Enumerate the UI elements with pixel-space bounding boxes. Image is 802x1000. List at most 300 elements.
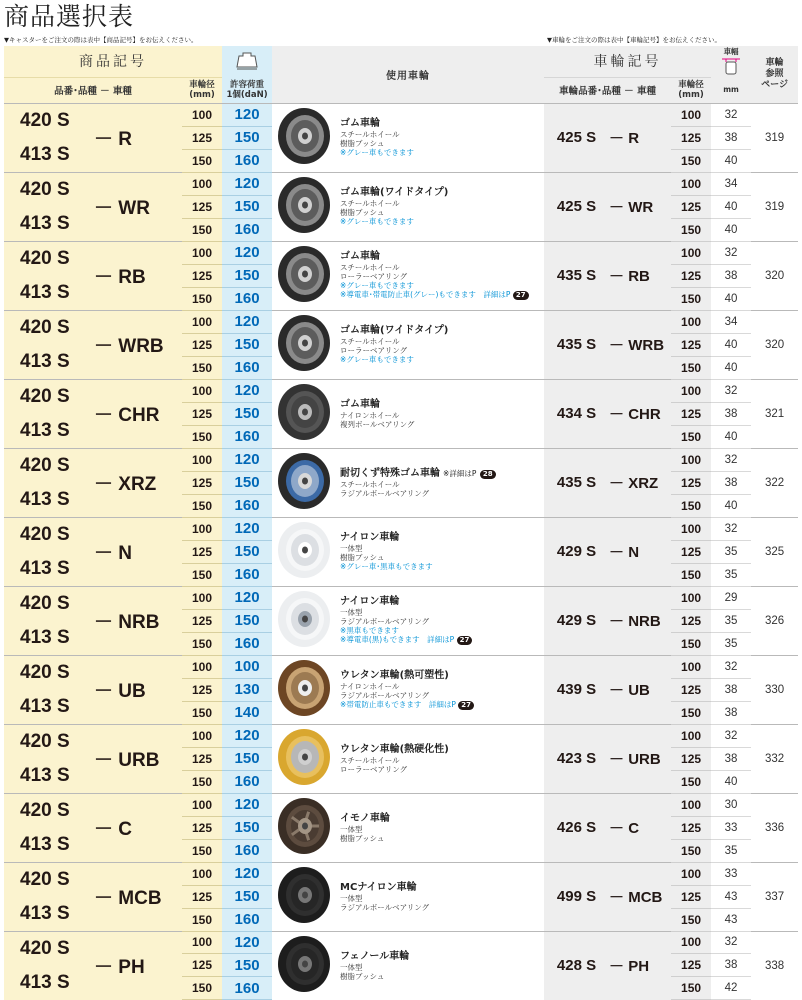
series-secondary: 413 S — [20, 626, 70, 648]
wheel-width: 40 — [711, 287, 751, 310]
wheel-spec: ナイロンホイール — [340, 410, 400, 420]
product-type: － R — [94, 103, 182, 172]
wheel-code-diameter: 150 — [671, 287, 711, 310]
wheel-width: 32 — [711, 517, 751, 540]
header-wheel-used: 使用車輪 — [272, 46, 544, 103]
allowable-load: 120 — [222, 586, 272, 609]
wheel-spec: ラジアルボールベアリング — [340, 488, 430, 498]
wheel-type: － N — [609, 517, 671, 586]
product-type: － NRB — [94, 586, 182, 655]
series-primary: 420 S — [20, 730, 70, 752]
wheel-description — [336, 655, 544, 724]
wheel-name: ナイロン車輪 — [340, 532, 400, 543]
table-row — [4, 586, 798, 609]
wheel-image — [272, 586, 336, 655]
series-secondary: 413 S — [20, 143, 70, 165]
product-type: － WRB — [94, 310, 182, 379]
wheel-diameter: 100 — [182, 103, 222, 126]
wheel-option-note: ※グレー車もできます — [340, 281, 414, 290]
wheel-spec: 樹脂ブッシュ — [340, 833, 385, 843]
wheel-diameter: 100 — [182, 931, 222, 954]
wheel-width: 35 — [711, 609, 751, 632]
wheel-width: 38 — [711, 701, 751, 724]
wheel-diameter: 100 — [182, 310, 222, 333]
wheel-width: 38 — [711, 402, 751, 425]
header-width — [711, 46, 751, 77]
wheel-width: 42 — [711, 977, 751, 1000]
wheel-spec: 樹脂ブッシュ — [340, 139, 385, 148]
series-secondary: 413 S — [20, 281, 70, 303]
product-type: － N — [94, 517, 182, 586]
wheel-code-diameter: 100 — [671, 379, 711, 402]
wheel-type: － URB — [609, 724, 671, 793]
reference-page: 319 — [751, 172, 798, 241]
wheel-name: ゴム車輪 — [340, 251, 381, 262]
product-selection-table — [4, 46, 798, 1000]
wheel-code-diameter: 125 — [671, 126, 711, 149]
wheel-spec: スチールホイール — [340, 337, 400, 346]
wheel-spec: 一体型 — [340, 962, 363, 972]
wheel-spec: スチールホイール — [340, 755, 400, 765]
product-series — [4, 379, 94, 448]
wheel-width: 32 — [711, 379, 751, 402]
wheel-diameter: 150 — [182, 563, 222, 586]
product-series — [4, 793, 94, 862]
wheel-diameter: 150 — [182, 839, 222, 862]
wheel-series: 429 S — [544, 517, 609, 586]
reference-page: 321 — [751, 379, 798, 448]
wheel-name: フェノール車輪 — [340, 950, 410, 962]
wheel-diameter: 150 — [182, 908, 222, 931]
wheel-spec: ローラーベアリング — [340, 272, 408, 281]
wheel-width: 38 — [711, 678, 751, 701]
page-label-2: 参照 — [765, 68, 784, 79]
wheel-image — [272, 103, 336, 172]
wheel-diameter: 150 — [182, 977, 222, 1000]
series-primary: 420 S — [20, 799, 70, 821]
wheel-spec: 樹脂ブッシュ — [340, 553, 385, 562]
wheel-code-diameter: 125 — [671, 264, 711, 287]
wheel-description — [336, 931, 544, 1000]
allowable-load: 150 — [222, 402, 272, 425]
wheel-width: 35 — [711, 563, 751, 586]
wheel-code-diameter: 125 — [671, 609, 711, 632]
wheel-diameter: 125 — [182, 333, 222, 356]
reference-page: 330 — [751, 655, 798, 724]
wheel-diameter: 150 — [182, 770, 222, 793]
wheel-spec: ラジアルボールベアリング — [340, 690, 430, 700]
wheel-width: 40 — [711, 425, 751, 448]
wheel-name-suffix: (ワイドタイプ) — [380, 325, 449, 336]
allowable-load: 160 — [222, 218, 272, 241]
wheel-series: 435 S — [544, 241, 609, 310]
wheel-spec: 一体型 — [340, 824, 363, 834]
wheel-code-diameter: 150 — [671, 701, 711, 724]
wheel-diameter: 125 — [182, 885, 222, 908]
wheel-series: 425 S — [544, 103, 609, 172]
reference-page: 336 — [751, 793, 798, 862]
wheel-image — [272, 517, 336, 586]
wheel-width: 35 — [711, 839, 751, 862]
allowable-load: 120 — [222, 241, 272, 264]
series-primary: 420 S — [20, 454, 70, 476]
wheel-width: 38 — [711, 954, 751, 977]
wheel-code-diameter: 150 — [671, 356, 711, 379]
wheel-image — [272, 724, 336, 793]
allowable-load: 160 — [222, 977, 272, 1000]
wheel-width: 40 — [711, 218, 751, 241]
rdia-label-2: (mm) — [678, 90, 704, 100]
order-note-caster: ▼キャスターをご注文の際は表中【商品記号】をお伝えください。 — [4, 36, 198, 44]
page-ref-badge: 27 — [513, 291, 529, 300]
allowable-load: 160 — [222, 839, 272, 862]
reference-page: 325 — [751, 517, 798, 586]
wheel-option-note: ※グレー車もできます — [340, 217, 414, 226]
wheel-name: ゴム車輪 — [340, 187, 381, 198]
product-series — [4, 448, 94, 517]
wheel-spec: ローラーベアリング — [340, 346, 408, 355]
wheel-code-diameter: 100 — [671, 103, 711, 126]
wheel-option-note: ※黒車もできます — [340, 626, 399, 635]
wheel-type: － PH — [609, 931, 671, 1000]
wheel-code-diameter: 125 — [671, 402, 711, 425]
load-weight-icon — [222, 46, 272, 77]
rdia-label-1: 車輪径 — [678, 80, 704, 90]
page-ref-badge: 28 — [480, 470, 496, 479]
wheel-spec: スチールホイール — [340, 263, 400, 272]
wheel-width: 30 — [711, 793, 751, 816]
wheel-width: 32 — [711, 103, 751, 126]
allowable-load: 150 — [222, 609, 272, 632]
wheel-image — [272, 931, 336, 1000]
header-wheel-sub: 車輪品番･品種 － 車種 — [544, 77, 671, 103]
wheel-image — [272, 793, 336, 862]
wheel-description — [336, 379, 544, 448]
wheel-series: 435 S — [544, 310, 609, 379]
reference-page: 319 — [751, 103, 798, 172]
product-type: － UB — [94, 655, 182, 724]
allowable-load: 150 — [222, 954, 272, 977]
wheel-width: 35 — [711, 540, 751, 563]
reference-page: 332 — [751, 724, 798, 793]
page-title: 商品選択表 — [4, 2, 135, 31]
table-row — [4, 241, 798, 264]
wheel-code-diameter: 100 — [671, 310, 711, 333]
allowable-load: 150 — [222, 747, 272, 770]
wheel-image — [272, 172, 336, 241]
page-ref-badge: 27 — [457, 636, 473, 645]
wheel-image — [272, 379, 336, 448]
product-type: － PH — [94, 931, 182, 1000]
product-type: － RB — [94, 241, 182, 310]
table-row — [4, 862, 798, 885]
product-series — [4, 241, 94, 310]
wheel-diameter: 100 — [182, 448, 222, 471]
product-type: － MCB — [94, 862, 182, 931]
series-secondary: 413 S — [20, 212, 70, 234]
wheel-description — [336, 862, 544, 931]
wheel-name: MCナイロン車輪 — [340, 881, 417, 893]
wheel-width: 38 — [711, 471, 751, 494]
table-row — [4, 517, 798, 540]
wheel-width: 32 — [711, 241, 751, 264]
wheel-spec: スチールホイール — [340, 199, 400, 208]
wheel-series: 425 S — [544, 172, 609, 241]
table-row — [4, 793, 798, 816]
allowable-load: 150 — [222, 540, 272, 563]
allowable-load: 160 — [222, 563, 272, 586]
product-series — [4, 862, 94, 931]
wheel-width: 40 — [711, 149, 751, 172]
wheel-type: － XRZ — [609, 448, 671, 517]
allowable-load: 160 — [222, 149, 272, 172]
table-row — [4, 310, 798, 333]
wheel-diameter: 100 — [182, 655, 222, 678]
header-product-sub: 品番･品種 － 車種 — [4, 77, 182, 103]
wheel-code-diameter: 150 — [671, 218, 711, 241]
product-series — [4, 724, 94, 793]
series-secondary: 413 S — [20, 350, 70, 372]
wheel-series: 429 S — [544, 586, 609, 655]
wheel-diameter: 150 — [182, 701, 222, 724]
reference-page: 337 — [751, 862, 798, 931]
wheel-description — [336, 724, 544, 793]
wheel-width: 40 — [711, 494, 751, 517]
series-primary: 420 S — [20, 247, 70, 269]
wheel-spec: 樹脂ブッシュ — [340, 971, 385, 981]
header-rdia — [671, 77, 711, 103]
wheel-description — [336, 586, 544, 655]
wheel-description — [336, 172, 544, 241]
series-secondary: 413 S — [20, 557, 70, 579]
allowable-load: 160 — [222, 425, 272, 448]
wheel-width: 38 — [711, 264, 751, 287]
allowable-load: 120 — [222, 379, 272, 402]
page-label-1: 車輪 — [765, 57, 784, 68]
allowable-load: 120 — [222, 517, 272, 540]
wheel-option-note: ※グレー車もできます — [340, 148, 414, 157]
product-type: － URB — [94, 724, 182, 793]
series-primary: 420 S — [20, 937, 70, 959]
wheel-type: － RB — [609, 241, 671, 310]
wheel-width: 40 — [711, 356, 751, 379]
wheel-width: 40 — [711, 195, 751, 218]
wheel-spec: 一体型 — [340, 544, 363, 553]
reference-page: 320 — [751, 241, 798, 310]
wheel-description — [336, 241, 544, 310]
wheel-width: 32 — [711, 448, 751, 471]
wheel-name-suffix: (熱可塑性) — [399, 669, 449, 681]
wheel-option-note: ※導電車･帯電防止車(グレー)もできます 詳細はP — [340, 290, 511, 299]
wheel-code-diameter: 125 — [671, 333, 711, 356]
wheel-code-diameter: 150 — [671, 149, 711, 172]
page-label-3: ページ — [761, 79, 788, 90]
wheel-diameter: 125 — [182, 747, 222, 770]
wheel-type: － CHR — [609, 379, 671, 448]
wheel-name-suffix: (熱硬化性) — [399, 743, 449, 755]
allowable-load: 160 — [222, 770, 272, 793]
reference-page: 338 — [751, 931, 798, 1000]
wheel-name: ゴム車輪 — [340, 118, 381, 129]
wheel-type: － UB — [609, 655, 671, 724]
series-primary: 420 S — [20, 385, 70, 407]
allowable-load: 160 — [222, 356, 272, 379]
load-label-2: 1個(daN) — [226, 89, 268, 100]
wheel-image — [272, 241, 336, 310]
dia-label-1: 車輪径 — [189, 80, 215, 90]
wheel-type: － WR — [609, 172, 671, 241]
wheel-name: ウレタン車輪 — [340, 743, 400, 755]
wheel-series: 428 S — [544, 931, 609, 1000]
wheel-code-diameter: 125 — [671, 540, 711, 563]
wheel-description — [336, 448, 544, 517]
wheel-image — [272, 862, 336, 931]
wheel-name: ゴム車輪 — [340, 325, 381, 336]
allowable-load: 150 — [222, 195, 272, 218]
allowable-load: 120 — [222, 862, 272, 885]
wheel-series: 423 S — [544, 724, 609, 793]
width-label: 車幅 — [723, 47, 739, 56]
product-series — [4, 103, 94, 172]
wheel-description — [336, 310, 544, 379]
wheel-diameter: 100 — [182, 586, 222, 609]
wheel-diameter: 125 — [182, 195, 222, 218]
allowable-load: 120 — [222, 724, 272, 747]
product-series — [4, 172, 94, 241]
series-secondary: 413 S — [20, 695, 70, 717]
wheel-width: 40 — [711, 770, 751, 793]
wheel-diameter: 150 — [182, 218, 222, 241]
wheel-width: 40 — [711, 333, 751, 356]
wheel-diameter: 100 — [182, 724, 222, 747]
wheel-name: イモノ車輪 — [340, 812, 390, 824]
product-type: － C — [94, 793, 182, 862]
wheel-code-diameter: 100 — [671, 793, 711, 816]
wheel-description — [336, 103, 544, 172]
wheel-width: 35 — [711, 632, 751, 655]
wheel-width: 33 — [711, 816, 751, 839]
wheel-code-diameter: 125 — [671, 954, 711, 977]
wheel-code-diameter: 100 — [671, 172, 711, 195]
wheel-code-diameter: 100 — [671, 586, 711, 609]
wheel-series: 426 S — [544, 793, 609, 862]
wheel-type: － NRB — [609, 586, 671, 655]
wheel-diameter: 125 — [182, 609, 222, 632]
wheel-type: － C — [609, 793, 671, 862]
wheel-code-diameter: 100 — [671, 448, 711, 471]
series-primary: 420 S — [20, 523, 70, 545]
allowable-load: 120 — [222, 931, 272, 954]
table-row — [4, 724, 798, 747]
wheel-series: 434 S — [544, 379, 609, 448]
wheel-spec: スチールホイール — [340, 479, 400, 489]
wheel-diameter: 125 — [182, 264, 222, 287]
header-load — [222, 77, 272, 103]
wheel-diameter: 150 — [182, 356, 222, 379]
product-type: － CHR — [94, 379, 182, 448]
allowable-load: 160 — [222, 908, 272, 931]
wheel-code-diameter: 100 — [671, 241, 711, 264]
wheel-width: 29 — [711, 586, 751, 609]
allowable-load: 150 — [222, 471, 272, 494]
wheel-code-diameter: 125 — [671, 678, 711, 701]
series-secondary: 413 S — [20, 419, 70, 441]
wheel-spec: 一体型 — [340, 608, 363, 617]
wheel-code-diameter: 125 — [671, 195, 711, 218]
wheel-diameter: 150 — [182, 494, 222, 517]
allowable-load: 120 — [222, 793, 272, 816]
allowable-load: 120 — [222, 172, 272, 195]
wheel-width: 38 — [711, 126, 751, 149]
wheel-code-diameter: 100 — [671, 655, 711, 678]
series-secondary: 413 S — [20, 764, 70, 786]
wheel-series: 499 S — [544, 862, 609, 931]
wheel-diameter: 100 — [182, 517, 222, 540]
series-primary: 420 S — [20, 178, 70, 200]
wheel-code-diameter: 100 — [671, 517, 711, 540]
wheel-code-diameter: 100 — [671, 931, 711, 954]
wheel-name-suffix: ※詳細はP — [443, 468, 477, 478]
wheel-width: 34 — [711, 310, 751, 333]
wheel-code-diameter: 125 — [671, 885, 711, 908]
load-label-1: 許容荷重 — [230, 79, 265, 90]
wheel-diameter: 125 — [182, 471, 222, 494]
wheel-type: － MCB — [609, 862, 671, 931]
product-series — [4, 931, 94, 1000]
allowable-load: 100 — [222, 655, 272, 678]
wheel-image — [272, 655, 336, 724]
wheel-code-diameter: 125 — [671, 747, 711, 770]
header-wheel-code: 車輪記号 — [544, 46, 711, 77]
allowable-load: 130 — [222, 678, 272, 701]
wheel-image — [272, 448, 336, 517]
wheel-diameter: 125 — [182, 954, 222, 977]
product-series — [4, 655, 94, 724]
allowable-load: 150 — [222, 126, 272, 149]
wheel-image — [272, 310, 336, 379]
series-secondary: 413 S — [20, 971, 70, 993]
table-row — [4, 379, 798, 402]
wheel-code-diameter: 150 — [671, 977, 711, 1000]
wheel-spec: 一体型 — [340, 893, 363, 903]
reference-page: 320 — [751, 310, 798, 379]
wheel-code-diameter: 150 — [671, 770, 711, 793]
wheel-width: 43 — [711, 908, 751, 931]
wheel-diameter: 125 — [182, 816, 222, 839]
wheel-code-diameter: 150 — [671, 425, 711, 448]
wheel-code-diameter: 100 — [671, 862, 711, 885]
wheel-diameter: 125 — [182, 540, 222, 563]
header-width-unit: mm — [711, 77, 751, 103]
wheel-name-suffix: (ワイドタイプ) — [380, 187, 449, 198]
allowable-load: 120 — [222, 103, 272, 126]
wheel-spec: ナイロンホイール — [340, 681, 400, 691]
wheel-diameter: 100 — [182, 379, 222, 402]
wheel-spec: ラジアルボールベアリング — [340, 902, 430, 912]
allowable-load: 120 — [222, 310, 272, 333]
wheel-series: 435 S — [544, 448, 609, 517]
table-row — [4, 931, 798, 954]
wheel-code-diameter: 125 — [671, 471, 711, 494]
wheel-name: 耐切くず特殊ゴム車輪 — [340, 467, 441, 479]
wheel-diameter: 125 — [182, 126, 222, 149]
wheel-diameter: 125 — [182, 678, 222, 701]
wheel-width: 43 — [711, 885, 751, 908]
wheel-code-diameter: 150 — [671, 908, 711, 931]
table-row — [4, 172, 798, 195]
reference-page: 326 — [751, 586, 798, 655]
product-series — [4, 517, 94, 586]
